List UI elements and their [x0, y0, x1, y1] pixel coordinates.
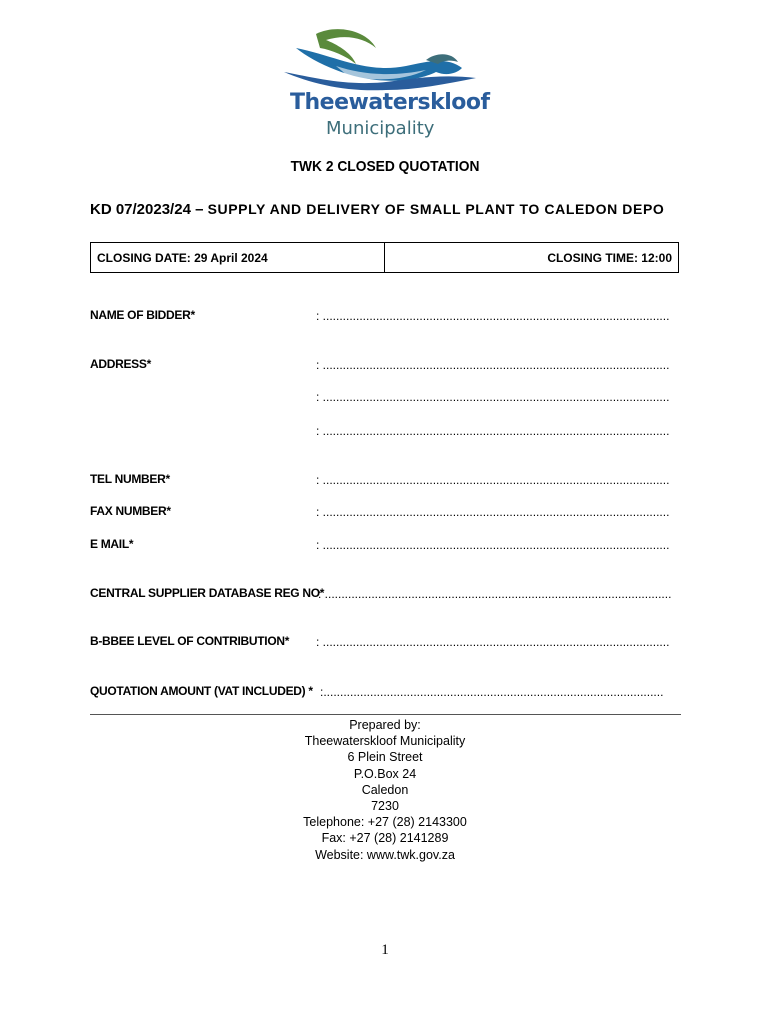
- closing-date: CLOSING DATE: 29 April 2024: [91, 243, 385, 272]
- tender-reference: KD 07/2023/24 –: [90, 201, 204, 218]
- tender-heading: [90, 201, 664, 218]
- csd-reg-field[interactable]: : ........................................................................................................: [318, 587, 672, 601]
- tender-description: SUPPLY AND DELIVERY OF SMALL PLANT TO CALEDON DEPO: [207, 201, 665, 217]
- address-field-line-3[interactable]: : ........................................................................................................: [316, 424, 670, 438]
- quotation-amount-field[interactable]: :......................................................................................................: [320, 685, 664, 699]
- fax: Fax: +27 (28) 2141289: [321, 831, 449, 846]
- email-label: E MAIL*: [90, 537, 134, 551]
- fax-number-field[interactable]: : ........................................................................................................: [316, 505, 670, 519]
- po-box: P.O.Box 24: [353, 766, 417, 781]
- document-title: TWK 2 CLOSED QUOTATION: [290, 158, 480, 175]
- address-field-line-1[interactable]: : ........................................................................................................: [316, 358, 670, 372]
- logo-name: Theewaterskloof: [290, 90, 490, 115]
- csd-reg-label: CENTRAL SUPPLIER DATABASE REG NO*: [90, 586, 325, 600]
- website-link[interactable]: Website: www.twk.gov.za: [315, 847, 455, 862]
- quotation-amount-label: QUOTATION AMOUNT (VAT INCLUDED) *: [90, 684, 313, 698]
- closing-time: CLOSING TIME: 12:00: [547, 250, 672, 265]
- fax-number-label: FAX NUMBER*: [90, 504, 171, 518]
- page-number: 1: [381, 942, 389, 958]
- email-field[interactable]: : ........................................................................................................: [316, 538, 670, 552]
- tel-number-label: TEL NUMBER*: [90, 472, 170, 486]
- org-name: Theewaterskloof Municipality: [304, 734, 466, 749]
- bidder-name-label: NAME OF BIDDER*: [90, 308, 195, 322]
- divider: [90, 714, 681, 715]
- prepared-by-block: [0, 717, 770, 863]
- address-label: ADDRESS*: [90, 357, 151, 371]
- bbbee-field[interactable]: : ........................................................................................................: [316, 635, 670, 649]
- prepared-by-label: Prepared by:: [349, 718, 421, 732]
- town: Caledon: [361, 782, 409, 797]
- address-field-line-2[interactable]: : ........................................................................................................: [316, 390, 670, 404]
- bidder-name-field[interactable]: : ........................................................................................................: [316, 309, 670, 323]
- street-address: 6 Plein Street: [347, 750, 423, 765]
- postal-code: 7230: [371, 799, 399, 814]
- municipality-logo: [276, 26, 490, 146]
- closing-box: [90, 242, 679, 273]
- bbbee-label: B-BBEE LEVEL OF CONTRIBUTION*: [90, 634, 290, 648]
- tel-number-field[interactable]: : ........................................................................................................: [316, 473, 670, 487]
- telephone: Telephone: +27 (28) 2143300: [303, 815, 467, 830]
- logo-subtitle: Municipality: [326, 118, 435, 139]
- logo-wave-icon: [276, 26, 490, 96]
